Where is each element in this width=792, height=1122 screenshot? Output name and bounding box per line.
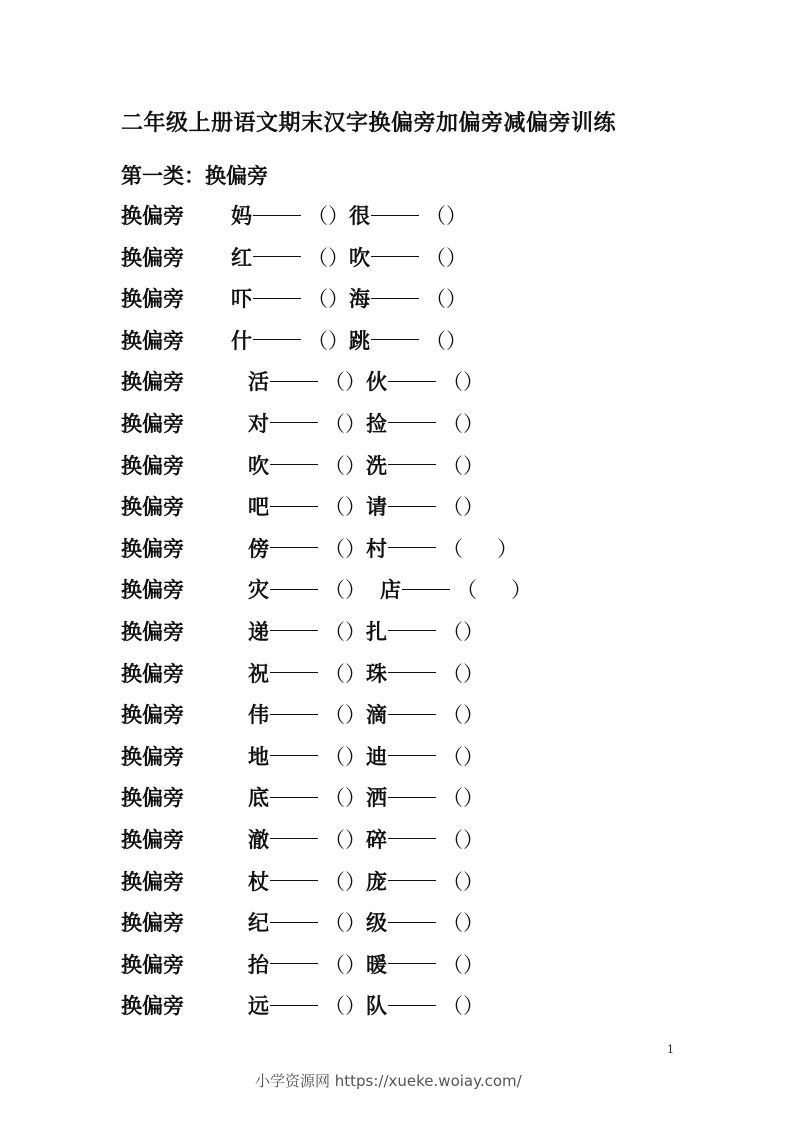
- open-paren: （: [324, 578, 345, 603]
- dash-line: [270, 381, 318, 382]
- dash-line: [270, 464, 318, 465]
- open-paren: （: [442, 661, 463, 686]
- close-paren: ）: [345, 703, 366, 728]
- left-char: 灾: [248, 578, 269, 603]
- close-paren: ）: [345, 619, 366, 644]
- open-paren: （: [324, 911, 345, 936]
- exercise-pair: [248, 366, 484, 396]
- open-paren: （: [324, 661, 345, 686]
- close-paren: ）: [463, 703, 484, 728]
- close-paren: ）: [497, 536, 518, 561]
- row-label: 换偏旁: [121, 703, 184, 728]
- row-label: 换偏旁: [121, 578, 184, 603]
- left-char: 对: [248, 411, 269, 436]
- close-paren: ）: [463, 744, 484, 769]
- left-char: 红: [231, 245, 252, 270]
- dash-line: [253, 215, 301, 216]
- left-char: 傍: [248, 536, 269, 561]
- right-char: 很: [349, 204, 370, 228]
- dash-line: [371, 256, 419, 257]
- dash-line: [388, 1005, 436, 1006]
- open-paren: （: [307, 245, 328, 270]
- close-paren: ）: [328, 287, 349, 312]
- row-label: 换偏旁: [121, 536, 184, 561]
- footer-watermark: 小学资源网 https://xueke.woiay.com/: [255, 1072, 522, 1090]
- dash-line: [388, 880, 436, 881]
- close-paren: ）: [328, 245, 349, 270]
- close-paren: ）: [463, 453, 484, 478]
- close-paren: ）: [446, 328, 467, 353]
- row-label: 换偏旁: [121, 827, 184, 852]
- exercise-pair: [248, 699, 484, 729]
- exercise-pair: [231, 325, 467, 355]
- dash-line: [388, 714, 436, 715]
- left-char: 远: [248, 994, 269, 1019]
- close-paren: ）: [463, 370, 484, 395]
- right-char: 吹: [349, 245, 370, 270]
- dash-line: [270, 589, 318, 590]
- dash-line: [388, 422, 436, 423]
- close-paren: ）: [345, 911, 366, 936]
- close-paren: ）: [345, 536, 366, 561]
- left-char: 底: [248, 786, 269, 811]
- close-paren: ）: [463, 952, 484, 977]
- exercise-pair: [248, 574, 532, 604]
- open-paren: （: [442, 411, 463, 436]
- exercise-pair: [248, 782, 484, 812]
- open-paren: （: [425, 287, 446, 312]
- close-paren: ）: [345, 827, 366, 852]
- dash-line: [270, 506, 318, 507]
- exercise-pair: [248, 533, 518, 563]
- left-char: 妈: [231, 204, 252, 228]
- page-number: 1: [667, 1043, 674, 1056]
- open-paren: （: [442, 952, 463, 977]
- dash-line: [388, 755, 436, 756]
- left-char: 什: [231, 328, 252, 353]
- open-paren: （: [425, 328, 446, 353]
- dash-line: [371, 298, 419, 299]
- exercise-pair: [231, 283, 467, 313]
- exercise-pair: [248, 491, 484, 521]
- dash-line: [388, 506, 436, 507]
- open-paren: （: [442, 994, 463, 1019]
- dash-line: [253, 339, 301, 340]
- dash-line: [270, 672, 318, 673]
- right-char: 扎: [366, 619, 387, 644]
- row-label: 换偏旁: [121, 869, 184, 894]
- left-char: 杖: [248, 869, 269, 894]
- open-paren: （: [442, 619, 463, 644]
- open-paren: （: [324, 869, 345, 894]
- dash-line: [253, 298, 301, 299]
- left-char: 抬: [248, 952, 269, 977]
- dash-line: [388, 547, 436, 548]
- dash-line: [253, 256, 301, 257]
- row-label: 换偏旁: [121, 245, 184, 270]
- close-paren: ）: [345, 994, 366, 1019]
- open-paren: （: [456, 578, 477, 603]
- right-char: 店: [380, 578, 401, 603]
- dash-line: [270, 880, 318, 881]
- open-paren: （: [324, 786, 345, 811]
- right-char: 珠: [366, 661, 387, 686]
- exercise-pair: [231, 200, 467, 230]
- right-char: 洒: [366, 786, 387, 811]
- right-char: 级: [366, 911, 387, 936]
- exercise-pair: [248, 907, 484, 937]
- open-paren: （: [307, 328, 328, 353]
- right-char: 队: [366, 994, 387, 1019]
- close-paren: ）: [345, 869, 366, 894]
- open-paren: （: [324, 411, 345, 436]
- dash-line: [270, 547, 318, 548]
- exercise-pair: [248, 866, 484, 896]
- right-char: 请: [366, 495, 387, 520]
- row-label: 换偏旁: [121, 453, 184, 478]
- open-paren: （: [324, 994, 345, 1019]
- open-paren: （: [324, 952, 345, 977]
- section-title: 第一类：换偏旁: [121, 164, 268, 188]
- dash-line: [388, 922, 436, 923]
- left-char: 祝: [248, 661, 269, 686]
- open-paren: （: [324, 536, 345, 561]
- open-paren: （: [324, 453, 345, 478]
- row-label: 换偏旁: [121, 328, 184, 353]
- close-paren: ）: [463, 619, 484, 644]
- open-paren: （: [307, 287, 328, 312]
- row-label: 换偏旁: [121, 495, 184, 520]
- right-char: 捡: [366, 411, 387, 436]
- dash-line: [270, 922, 318, 923]
- open-paren: （: [425, 204, 446, 228]
- close-paren: ）: [345, 744, 366, 769]
- close-paren: ）: [511, 578, 532, 603]
- left-char: 吧: [248, 495, 269, 520]
- right-char: 洗: [366, 453, 387, 478]
- row-label: 换偏旁: [121, 661, 184, 686]
- left-char: 伟: [248, 703, 269, 728]
- exercise-pair: [248, 824, 484, 854]
- dash-line: [270, 797, 318, 798]
- exercise-pair: [248, 949, 484, 979]
- open-paren: （: [324, 619, 345, 644]
- close-paren: ）: [345, 370, 366, 395]
- dash-line: [388, 672, 436, 673]
- row-label: 换偏旁: [121, 287, 184, 312]
- right-char: 滴: [366, 703, 387, 728]
- row-label: 换偏旁: [121, 619, 184, 644]
- row-label: 换偏旁: [121, 370, 184, 395]
- open-paren: （: [307, 204, 328, 228]
- close-paren: ）: [328, 328, 349, 353]
- row-label: 换偏旁: [121, 744, 184, 769]
- row-label: 换偏旁: [121, 204, 184, 228]
- left-char: 活: [248, 370, 269, 395]
- close-paren: ）: [345, 952, 366, 977]
- close-paren: ）: [463, 869, 484, 894]
- dash-line: [388, 963, 436, 964]
- close-paren: ）: [463, 661, 484, 686]
- close-paren: ）: [345, 786, 366, 811]
- row-label: 换偏旁: [121, 411, 184, 436]
- exercise-pair: [248, 450, 484, 480]
- close-paren: ）: [463, 411, 484, 436]
- dash-line: [388, 630, 436, 631]
- exercise-pair: [248, 616, 484, 646]
- close-paren: ）: [345, 578, 366, 603]
- page-title: 二年级上册语文期末汉字换偏旁加偏旁减偏旁训练: [121, 111, 617, 136]
- close-paren: ）: [345, 453, 366, 478]
- dash-line: [388, 381, 436, 382]
- left-char: 地: [248, 744, 269, 769]
- right-char: 迪: [366, 744, 387, 769]
- open-paren: （: [442, 827, 463, 852]
- dash-line: [388, 838, 436, 839]
- open-paren: （: [442, 786, 463, 811]
- close-paren: ）: [463, 786, 484, 811]
- close-paren: ）: [463, 495, 484, 520]
- right-char: 村: [366, 536, 387, 561]
- right-char: 碎: [366, 827, 387, 852]
- close-paren: ）: [446, 245, 467, 270]
- right-char: 暖: [366, 952, 387, 977]
- open-paren: （: [324, 744, 345, 769]
- dash-line: [371, 215, 419, 216]
- right-char: 海: [349, 287, 370, 312]
- dash-line: [270, 1005, 318, 1006]
- exercise-pair: [248, 658, 484, 688]
- close-paren: ）: [345, 411, 366, 436]
- open-paren: （: [324, 703, 345, 728]
- open-paren: （: [442, 703, 463, 728]
- dash-line: [402, 589, 450, 590]
- right-char: 伙: [366, 370, 387, 395]
- row-label: 换偏旁: [121, 786, 184, 811]
- exercise-pair: [248, 741, 484, 771]
- right-char: 庞: [366, 869, 387, 894]
- exercise-pair: [248, 990, 484, 1020]
- open-paren: （: [442, 495, 463, 520]
- open-paren: （: [324, 370, 345, 395]
- left-char: 吹: [248, 453, 269, 478]
- open-paren: （: [324, 827, 345, 852]
- left-char: 吓: [231, 287, 252, 312]
- dash-line: [388, 464, 436, 465]
- close-paren: ）: [328, 204, 349, 228]
- open-paren: （: [324, 495, 345, 520]
- dash-line: [270, 838, 318, 839]
- close-paren: ）: [463, 911, 484, 936]
- open-paren: （: [442, 911, 463, 936]
- dash-line: [270, 630, 318, 631]
- row-label: 换偏旁: [121, 911, 184, 936]
- open-paren: （: [442, 744, 463, 769]
- left-char: 纪: [248, 911, 269, 936]
- close-paren: ）: [345, 495, 366, 520]
- row-label: 换偏旁: [121, 994, 184, 1019]
- open-paren: （: [442, 536, 463, 561]
- left-char: 澈: [248, 827, 269, 852]
- close-paren: ）: [463, 827, 484, 852]
- dash-line: [270, 963, 318, 964]
- dash-line: [388, 797, 436, 798]
- close-paren: ）: [446, 204, 467, 228]
- dash-line: [270, 714, 318, 715]
- exercise-pair: [248, 408, 484, 438]
- right-char: 跳: [349, 328, 370, 353]
- open-paren: （: [425, 245, 446, 270]
- close-paren: ）: [463, 994, 484, 1019]
- dash-line: [371, 339, 419, 340]
- close-paren: ）: [446, 287, 467, 312]
- open-paren: （: [442, 370, 463, 395]
- row-label: 换偏旁: [121, 952, 184, 977]
- exercise-pair: [231, 242, 467, 272]
- dash-line: [270, 422, 318, 423]
- open-paren: （: [442, 869, 463, 894]
- close-paren: ）: [345, 661, 366, 686]
- left-char: 递: [248, 619, 269, 644]
- open-paren: （: [442, 453, 463, 478]
- dash-line: [270, 755, 318, 756]
